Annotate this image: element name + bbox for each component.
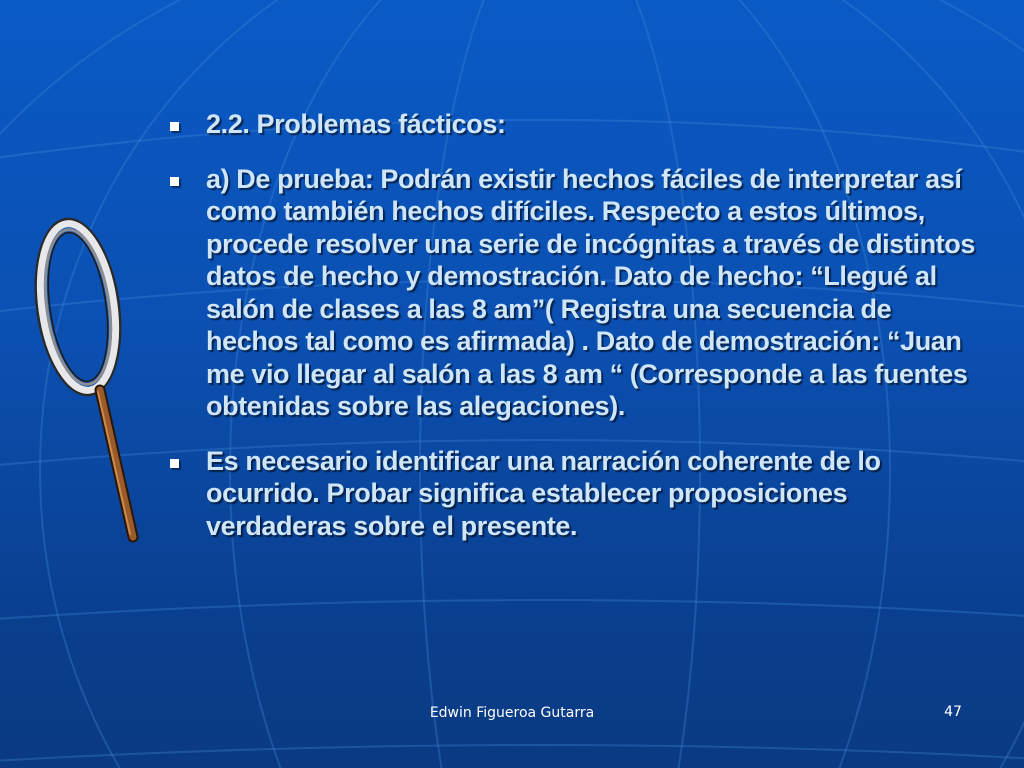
- bullet-item: [166, 108, 976, 141]
- bullet-square-icon: [170, 459, 179, 468]
- magnifying-glass-icon: [30, 212, 150, 547]
- bullet-item: [166, 445, 976, 543]
- bullet-square-icon: [170, 177, 179, 186]
- page-number: 47: [944, 704, 962, 720]
- bullet-text: Es necesario identificar una narración coherente de lo ocurrido. Probar significa establecer proposiciones verdaderas sobre el presente.: [206, 445, 881, 541]
- bullet-square-icon: [170, 122, 179, 131]
- footer-author: Edwin Figueroa Gutarra: [429, 705, 595, 721]
- bullet-item: [166, 163, 976, 423]
- bullet-text: 2.2. Problemas fácticos:: [206, 109, 506, 139]
- bullet-text: a) De prueba: Podrán existir hechos fáciles de interpretar así como también hechos difíciles. Respecto a estos últimos, procede resolver una serie de incógnitas a través de distintos datos de hecho y demostración. Dato de hecho: “Llegué al salón de clases a las 8 am”( Registra una secuencia de hechos tal como es afirmada) . Dato de demostración: “Juan me vio llegar al salón a las 8 am “ (Corresponde a las fuentes obtenidas sobre las alegaciones).: [206, 163, 975, 421]
- bullet-list: [166, 108, 976, 564]
